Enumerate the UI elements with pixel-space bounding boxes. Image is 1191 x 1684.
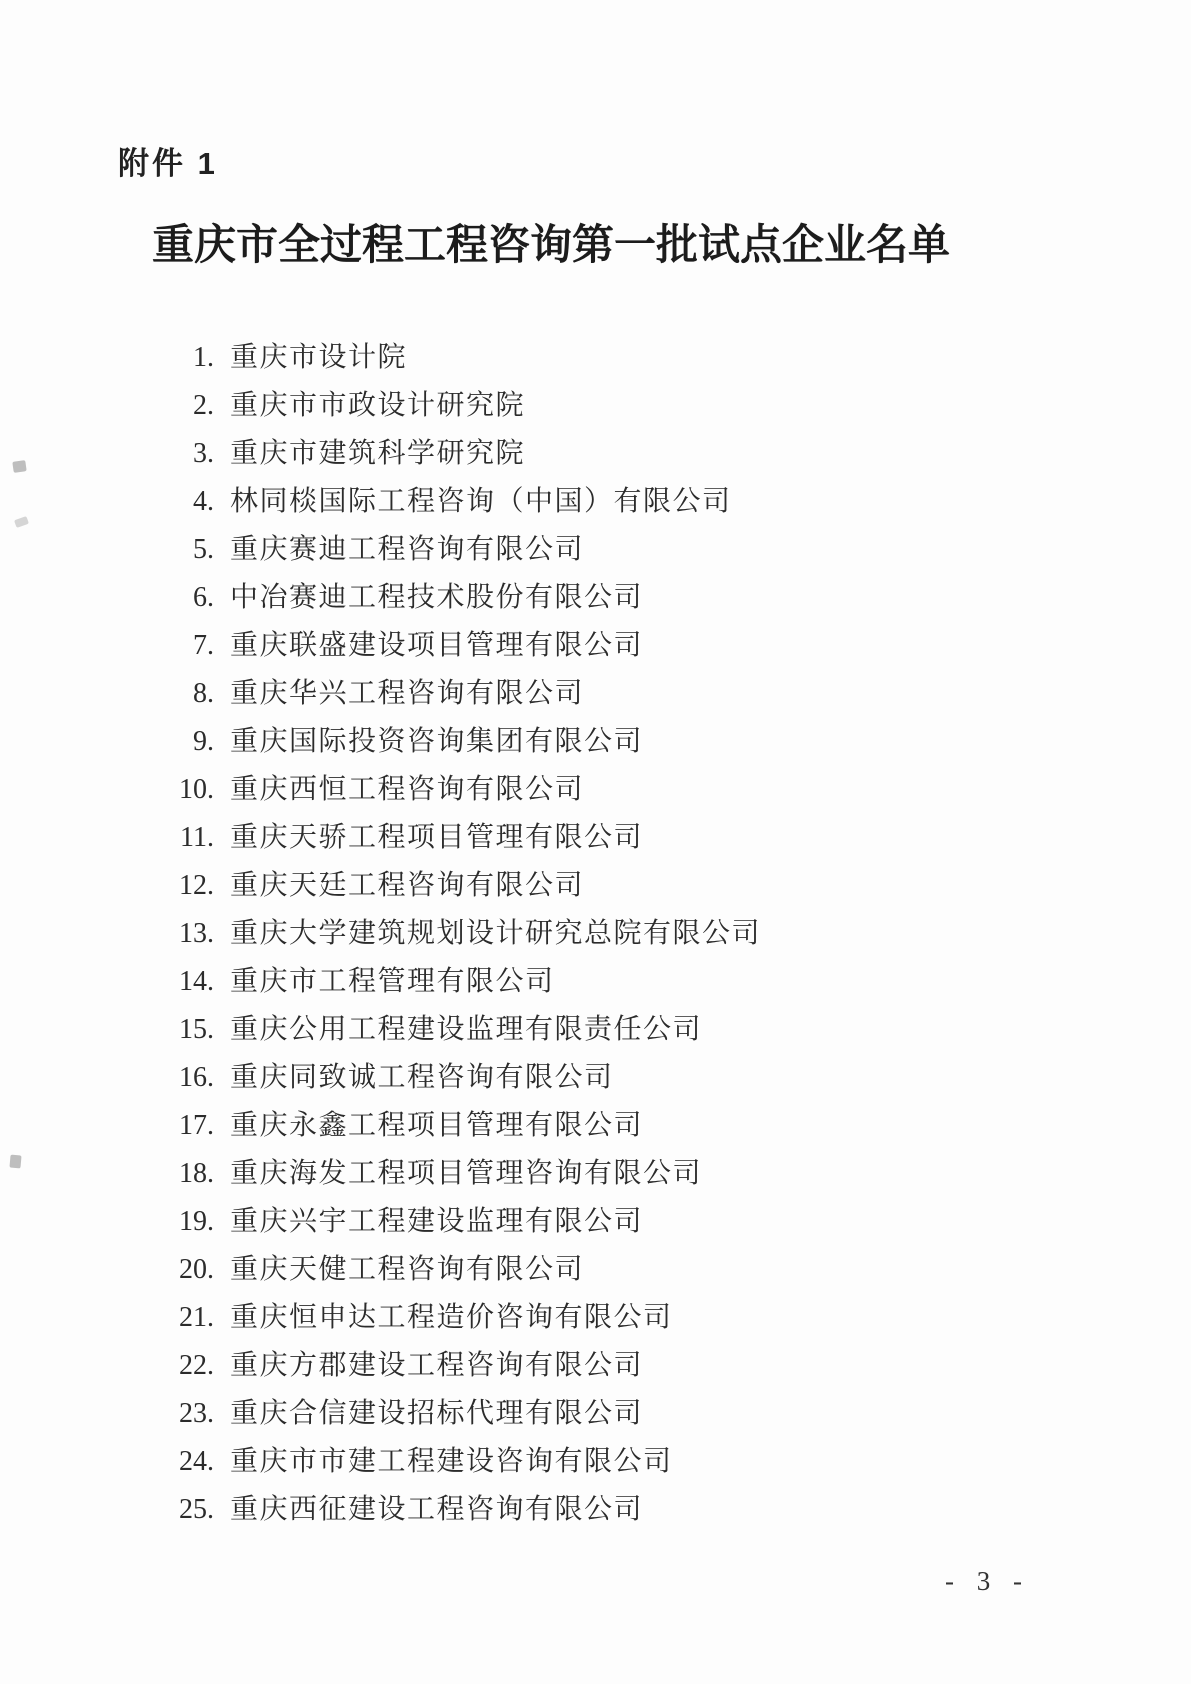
company-index: 3. bbox=[193, 438, 214, 469]
company-name: 中冶赛迪工程技术股份有限公司 bbox=[230, 582, 644, 613]
scan-speck bbox=[12, 460, 26, 473]
attachment-label: 附件 1 bbox=[118, 146, 218, 181]
company-list-item bbox=[0, 430, 1191, 478]
company-name: 重庆天健工程咨询有限公司 bbox=[230, 1254, 585, 1285]
company-list-item bbox=[0, 1006, 1191, 1054]
company-list-item bbox=[0, 478, 1191, 526]
company-index: 17. bbox=[179, 1110, 214, 1141]
company-name: 重庆联盛建设项目管理有限公司 bbox=[230, 630, 644, 661]
company-list-item bbox=[0, 1054, 1191, 1102]
company-index: 1. bbox=[193, 342, 214, 373]
company-name: 重庆市工程管理有限公司 bbox=[230, 966, 555, 997]
company-index: 22. bbox=[179, 1350, 214, 1381]
company-list bbox=[0, 334, 1191, 1534]
company-index: 20. bbox=[179, 1254, 214, 1285]
company-list-item bbox=[0, 526, 1191, 574]
company-list-item bbox=[0, 622, 1191, 670]
company-index: 8. bbox=[193, 678, 214, 709]
company-index: 19. bbox=[179, 1206, 214, 1237]
company-index: 15. bbox=[179, 1014, 214, 1045]
company-name: 重庆方郡建设工程咨询有限公司 bbox=[230, 1350, 644, 1381]
company-index: 7. bbox=[193, 630, 214, 661]
document-title: 重庆市全过程工程咨询第一批试点企业名单 bbox=[152, 223, 951, 269]
company-index: 2. bbox=[193, 390, 214, 421]
company-index: 4. bbox=[193, 486, 214, 517]
company-name: 重庆兴宇工程建设监理有限公司 bbox=[230, 1206, 644, 1237]
company-name: 重庆西征建设工程咨询有限公司 bbox=[230, 1494, 644, 1525]
company-index: 9. bbox=[193, 726, 214, 757]
company-name: 重庆市建筑科学研究院 bbox=[230, 438, 526, 469]
company-name: 重庆公用工程建设监理有限责任公司 bbox=[230, 1014, 703, 1045]
company-list-item bbox=[0, 1294, 1191, 1342]
company-name: 重庆赛迪工程咨询有限公司 bbox=[230, 534, 585, 565]
company-name: 重庆永鑫工程项目管理有限公司 bbox=[230, 1110, 644, 1141]
company-list-item bbox=[0, 1342, 1191, 1390]
company-index: 13. bbox=[179, 918, 214, 949]
company-name: 重庆市设计院 bbox=[230, 342, 408, 373]
company-index: 16. bbox=[179, 1062, 214, 1093]
company-index: 23. bbox=[179, 1398, 214, 1429]
company-list-item bbox=[0, 1198, 1191, 1246]
company-index: 11. bbox=[180, 822, 214, 853]
company-list-item bbox=[0, 382, 1191, 430]
company-list-item bbox=[0, 862, 1191, 910]
company-index: 10. bbox=[179, 774, 214, 805]
company-list-item bbox=[0, 334, 1191, 382]
company-name: 重庆华兴工程咨询有限公司 bbox=[230, 678, 585, 709]
company-list-item bbox=[0, 1102, 1191, 1150]
company-name: 重庆天骄工程项目管理有限公司 bbox=[230, 822, 644, 853]
company-index: 25. bbox=[179, 1494, 214, 1525]
company-name: 重庆大学建筑规划设计研究总院有限公司 bbox=[230, 918, 762, 949]
company-list-item bbox=[0, 1246, 1191, 1294]
company-list-item bbox=[0, 1150, 1191, 1198]
company-name: 重庆西恒工程咨询有限公司 bbox=[230, 774, 585, 805]
company-name: 重庆国际投资咨询集团有限公司 bbox=[230, 726, 644, 757]
company-list-item bbox=[0, 670, 1191, 718]
scan-speck bbox=[9, 1155, 21, 1169]
company-list-item bbox=[0, 910, 1191, 958]
page-number: - 3 - bbox=[945, 1566, 1030, 1596]
company-list-item bbox=[0, 814, 1191, 862]
company-name: 林同棪国际工程咨询（中国）有限公司 bbox=[230, 486, 732, 517]
company-index: 14. bbox=[179, 966, 214, 997]
company-name: 重庆海发工程项目管理咨询有限公司 bbox=[230, 1158, 703, 1189]
company-name: 重庆市市政设计研究院 bbox=[230, 390, 526, 421]
company-list-item bbox=[0, 718, 1191, 766]
company-name: 重庆同致诚工程咨询有限公司 bbox=[230, 1062, 614, 1093]
company-index: 24. bbox=[179, 1446, 214, 1477]
company-index: 12. bbox=[179, 870, 214, 901]
company-name: 重庆市市建工程建设咨询有限公司 bbox=[230, 1446, 673, 1477]
company-list-item bbox=[0, 766, 1191, 814]
company-name: 重庆合信建设招标代理有限公司 bbox=[230, 1398, 644, 1429]
company-name: 重庆恒申达工程造价咨询有限公司 bbox=[230, 1302, 673, 1333]
company-list-item bbox=[0, 1486, 1191, 1534]
company-index: 21. bbox=[179, 1302, 214, 1333]
company-list-item bbox=[0, 1390, 1191, 1438]
company-index: 5. bbox=[193, 534, 214, 565]
company-list-item bbox=[0, 958, 1191, 1006]
company-name: 重庆天廷工程咨询有限公司 bbox=[230, 870, 585, 901]
company-index: 18. bbox=[179, 1158, 214, 1189]
company-index: 6. bbox=[193, 582, 214, 613]
company-list-item bbox=[0, 1438, 1191, 1486]
company-list-item bbox=[0, 574, 1191, 622]
